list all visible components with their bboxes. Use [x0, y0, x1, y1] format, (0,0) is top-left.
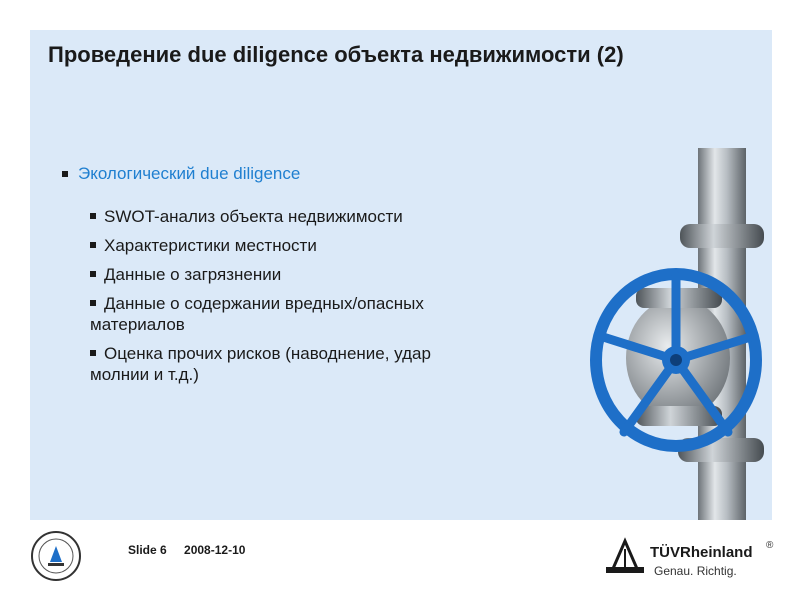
- brand-name: TÜVRheinland: [650, 544, 753, 561]
- sub-bullet-continuation: молнии и т.д.): [90, 365, 199, 384]
- valve-illustration: [578, 148, 772, 520]
- sub-bullet-text: Оценка прочих рисков (наводнение, удар: [104, 344, 431, 363]
- tuv-seal-icon: [30, 530, 82, 582]
- slide-title: Проведение due diligence объекта недвижимости (2): [48, 42, 624, 67]
- bullet-list: [60, 162, 510, 393]
- sub-bullet-text: Данные о загрязнении: [104, 265, 282, 284]
- registered-mark: ®: [766, 540, 774, 551]
- slide-date: 2008-12-10: [184, 543, 246, 557]
- sub-bullet-continuation: материалов: [90, 315, 185, 334]
- sub-bullet: [90, 235, 510, 256]
- tuv-logo-icon: [604, 537, 646, 577]
- main-bullet: Экологический due diligence: [60, 162, 510, 186]
- sub-bullet-text: Характеристики местности: [104, 236, 317, 255]
- sub-bullet-list: [60, 206, 510, 385]
- sub-bullet: [90, 206, 510, 227]
- sub-bullet: [90, 293, 510, 335]
- sub-bullet-text: Данные о содержании вредных/опасных: [104, 294, 424, 313]
- slide-number: Slide 6: [128, 543, 167, 557]
- sub-bullet: [90, 264, 510, 285]
- brand-tagline: Genau. Richtig.: [654, 564, 737, 578]
- sub-bullet-text: SWOT-анализ объекта недвижимости: [104, 207, 403, 226]
- sub-bullet: [90, 343, 510, 385]
- footer-info: [128, 543, 259, 557]
